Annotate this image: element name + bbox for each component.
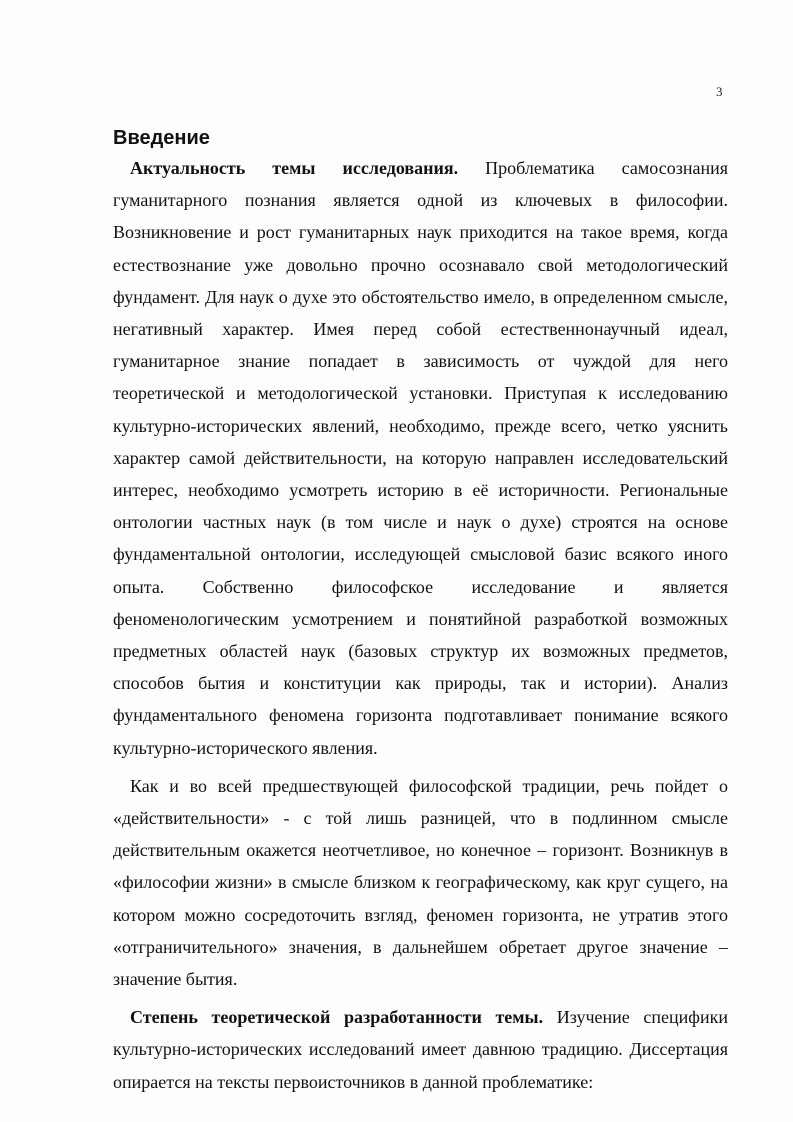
page-number: 3 (716, 84, 723, 99)
paragraph-text: Изучение специфики культурно-исторических исследований имеет давнюю традицию. Диссертация опирается на тексты первоисточников в данной проблематике: (113, 1007, 728, 1092)
paragraph-text: Проблематика самосознания гуманитарного познания является одной из ключевых в философии. Возникновение и рост гуманитарных наук приходится на такое время, когда естествознание уже довольно прочно осознавало свой методологический фундамент. Для наук о духе это обстоятельство имело, в определенном смысле, негативный характер. Имея перед собой естественнонаучный идеал, гуманитарное знание попадает в зависимость от чуждой для него теоретической и методологической установки. Приступая к исследованию культурно-исторических явлений, необходимо, прежде всего, четко уяснить характер самой действительности, на которую направлен исследовательский интерес, необходимо усмотреть историю в её историчности. Региональные онтологии частных наук (в том числе и наук о духе) строятся на основе фундаментальной онтологии, исследующей смысловой базис всякого иного опыта. Собственно философское исследование и является феноменологическим усмотрением и понятийной разработкой возможных предметных областей наук (базовых структур их возможных предметов, способов бытия и конституции как природы, так и истории). Анализ фундаментального феномена горизонта подготавливает понимание всякого культурно-исторического явления. (113, 158, 728, 758)
body-text (113, 152, 728, 1098)
paragraph-reality (113, 770, 728, 995)
paragraph-relevance (113, 152, 728, 764)
paragraph-text: Как и во всей предшествующей философской традиции, речь пойдет о «действительности» - с той лишь разницей, что в подлинном смысле действительным окажется неотчетливое, но конечное – горизонт. Возникнув в «философии жизни» в смысле близком к географическому, как круг сущего, на котором можно сосредоточить взгляд, феномен горизонта, не утратив этого «отграничительного» значения, в дальнейшем обретает другое значение – значение бытия. (113, 775, 728, 990)
paragraph-degree (113, 1001, 728, 1098)
section-heading: Введение (113, 127, 210, 149)
paragraph-lead: Степень теоретической разработанности темы. (130, 1007, 544, 1028)
paragraph-lead: Актуальность темы исследования. (130, 158, 459, 178)
